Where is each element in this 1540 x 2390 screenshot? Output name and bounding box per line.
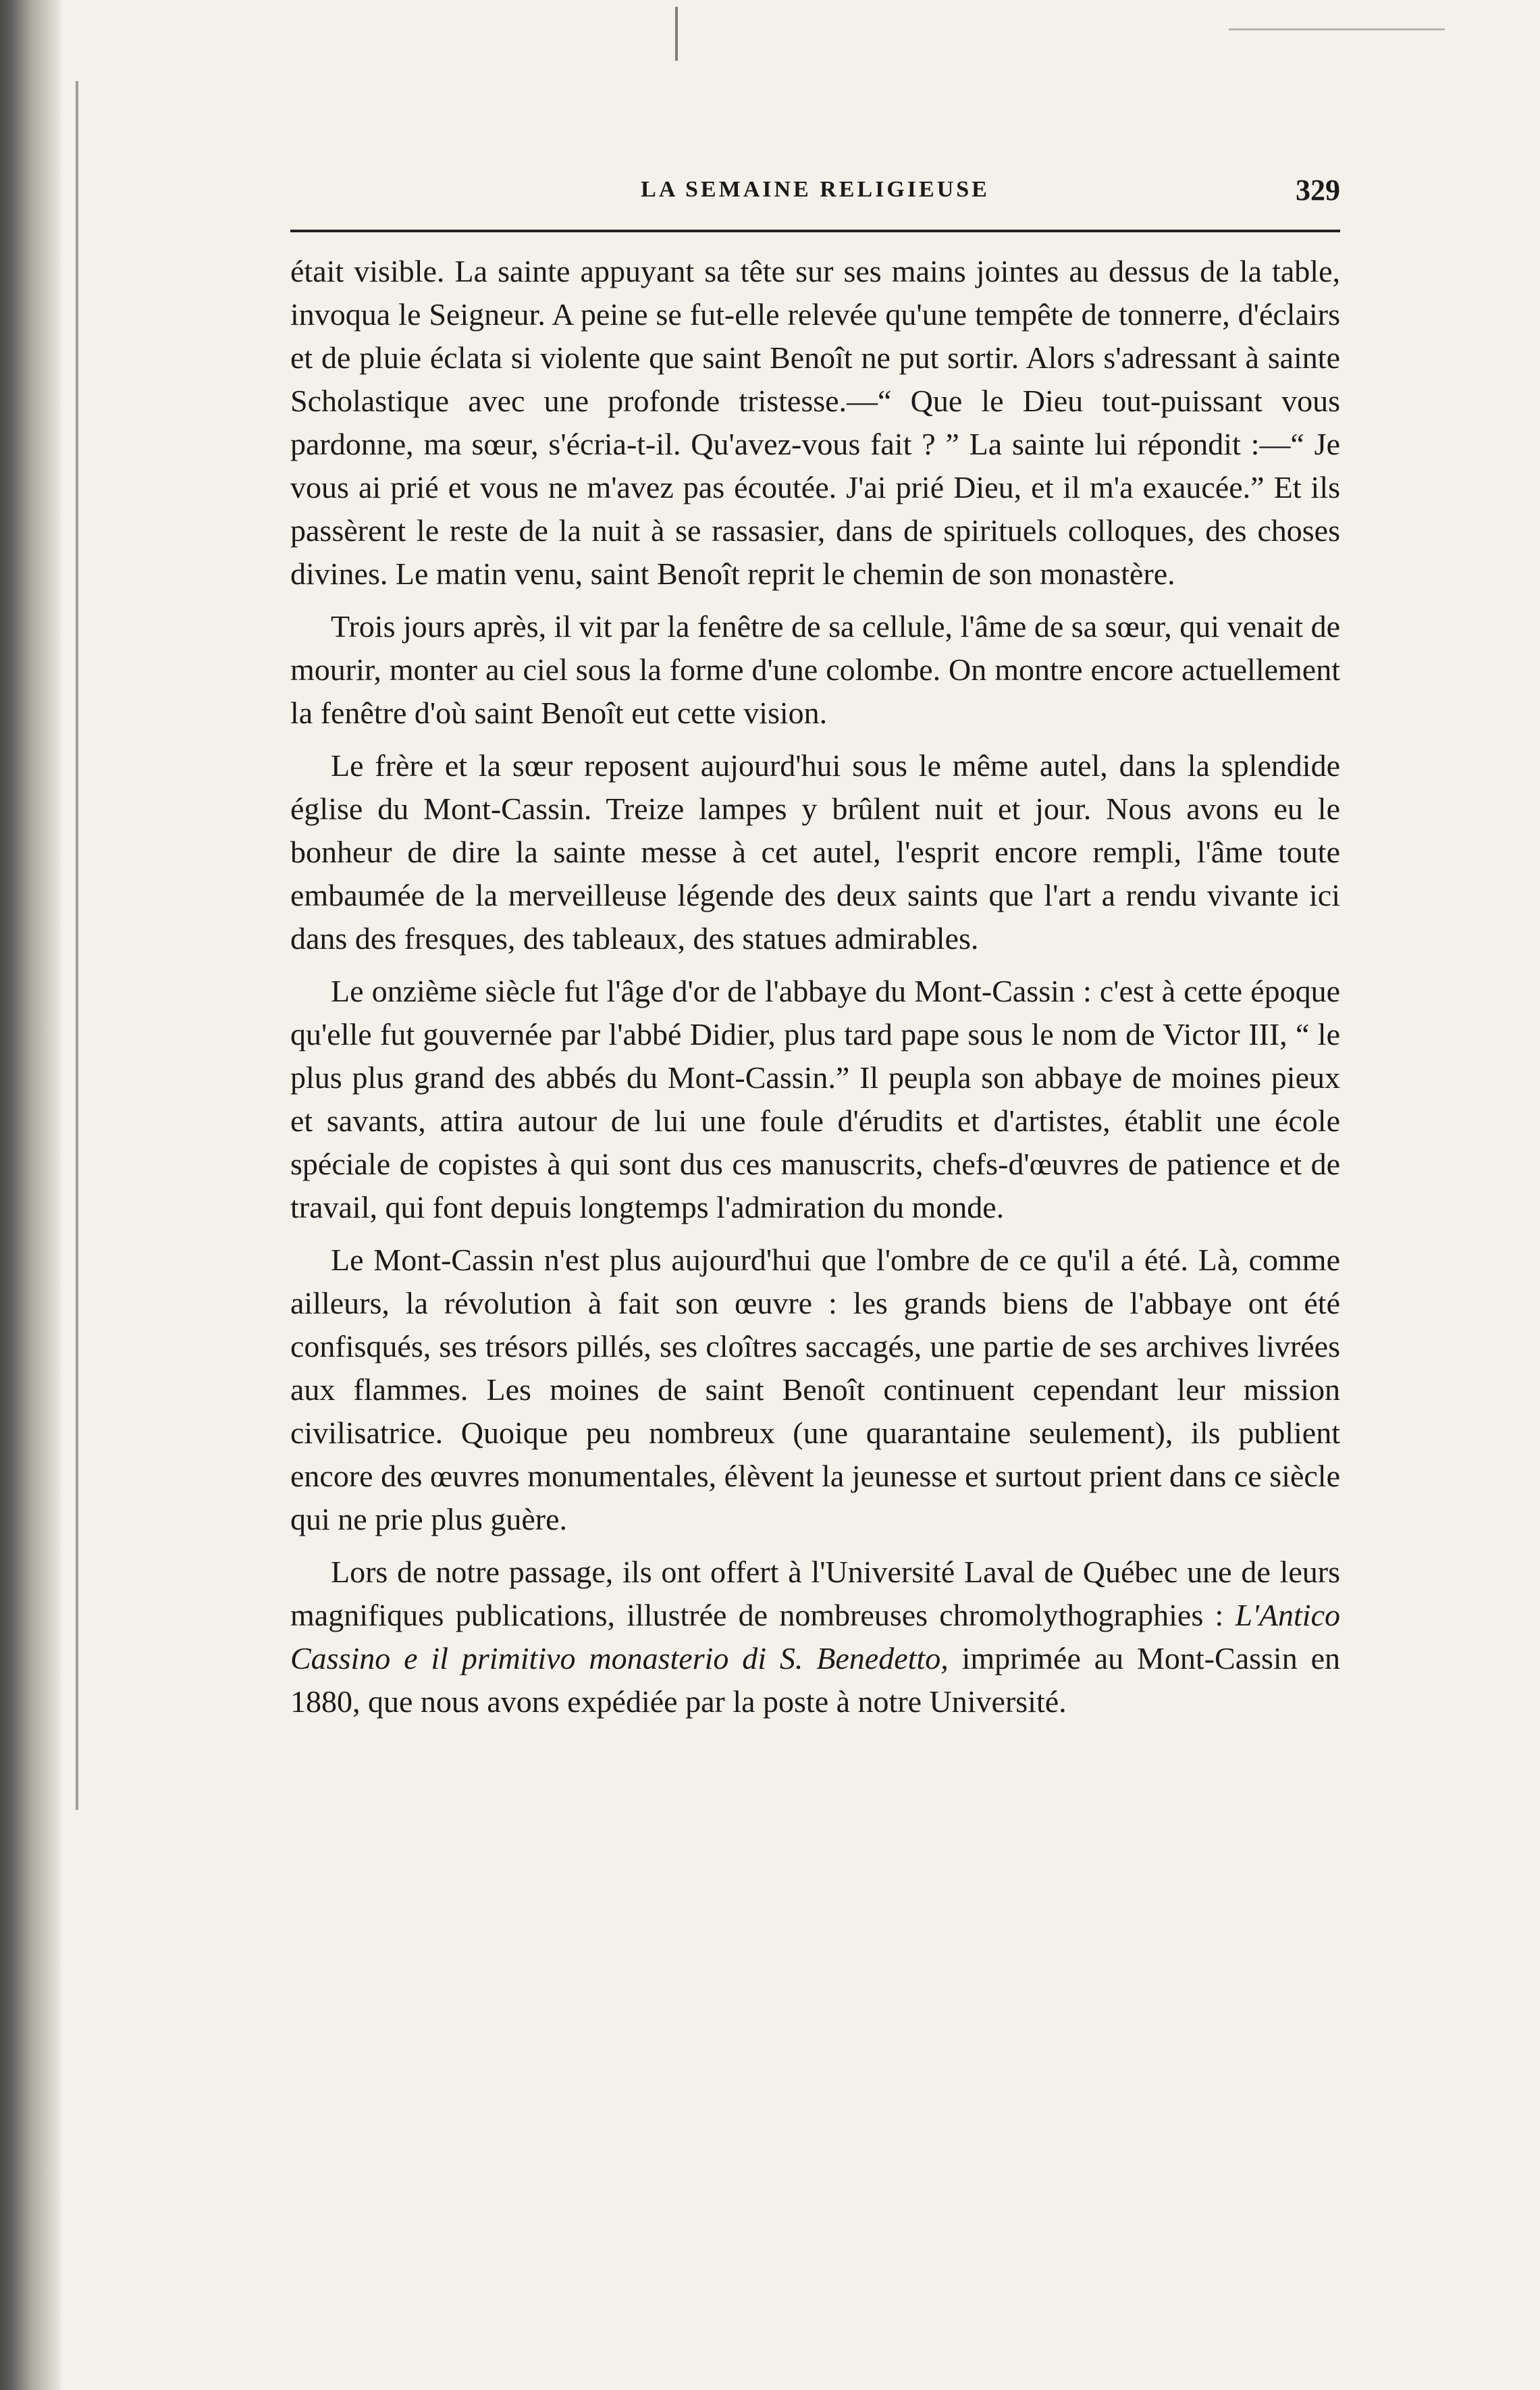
page-number: 329 (1296, 174, 1340, 207)
paragraph-6-text-after: imprimée au Mont-Cassin en 1880, que nous avons expédiée par la poste à notre Université. (290, 1641, 1341, 1719)
book-title: L'Antico Cassino e il primitivo monasterio di S. Benedetto, (290, 1598, 1340, 1675)
scan-binding-shadow (0, 0, 61, 2390)
article-body (290, 250, 1340, 1723)
paragraph-4: Le onzième siècle fut l'âge d'or de l'abbaye du Mont-Cassin : c'est à cette époque qu'elle fut gouvernée par l'abbé Didier, plus tard pape sous le nom de Victor III, “ le plus plus grand des abbés du Mont-Cassin.” Il peupla son abbaye de moines pieux et savants, attira autour de lui une foule d'érudits et d'artistes, établit une école spéciale de copistes à qui sont dus ces manuscrits, chefs-d'œuvres de patience et de travail, qui font depuis longtemps l'admiration du monde. (290, 974, 1340, 1224)
running-title: LA SEMAINE RELIGIEUSE (641, 177, 990, 202)
paragraph-6 (290, 1551, 1340, 1723)
paragraph-6-text-before: Lors de notre passage, ils ont offert à l'Université Laval de Québec une de leurs magnifiques publications, illustrée de nombreuses chromolythographies : (290, 1555, 1340, 1632)
running-head (290, 169, 1340, 216)
scan-binding-line (76, 81, 78, 1810)
scan-edge-rule (1229, 28, 1445, 30)
paragraph-2: Trois jours après, il vit par la fenêtre de sa cellule, l'âme de sa sœur, qui venait de mourir, monter au ciel sous la forme d'une colombe. On montre encore actuellement la fenêtre d'où saint Benoît eut cette vision. (290, 609, 1340, 730)
paragraph-1: était visible. La sainte appuyant sa tête sur ses mains jointes au dessus de la table, invoqua le Seigneur. A peine se fut-elle relevée qu'une tempête de tonnerre, d'éclairs et de pluie éclata si violente que saint Benoît ne put sortir. Alors s'adressant à sainte Scholastique avec une profonde tristesse.—“ Que le Dieu tout-puissant vous pardonne, ma sœur, s'écria-t-il. Qu'avez-vous fait ? ” La sainte lui répondit :—“ Je vous ai prié et vous ne m'avez pas écoutée. J'ai prié Dieu, et il m'a exaucée.” Et ils passèrent le reste de la nuit à se rassasier, dans de spirituels colloques, des choses divines. Le matin venu, saint Benoît reprit le chemin de son monastère. (290, 254, 1340, 591)
paragraph-3: Le frère et la sœur reposent aujourd'hui sous le même autel, dans la splendide église du Mont-Cassin. Treize lampes y brûlent nuit et jour. Nous avons eu le bonheur de dire la sainte messe à cet autel, l'esprit encore rempli, l'âme toute embaumée de la merveilleuse légende des deux saints que l'art a rendu vivante ici dans des fresques, des tableaux, des statues admirables. (290, 748, 1340, 956)
paragraph-5: Le Mont-Cassin n'est plus aujourd'hui que l'ombre de ce qu'il a été. Là, comme ailleurs, la révolution à fait son œuvre : les grands biens de l'abbaye ont été confisqués, ses trésors pillés, ses cloîtres saccagés, une partie de ses archives livrées aux flammes. Les moines de saint Benoît continuent cependant leur mission civilisatrice. Quoique peu nombreux (une quarantaine seulement), ils publient encore des œuvres monumentales, élèvent la jeunesse et surtout prient dans ce siècle qui ne prie plus guère. (290, 1243, 1340, 1536)
page (290, 169, 1340, 1733)
header-rule (290, 230, 1340, 232)
scan-mark (675, 7, 678, 61)
